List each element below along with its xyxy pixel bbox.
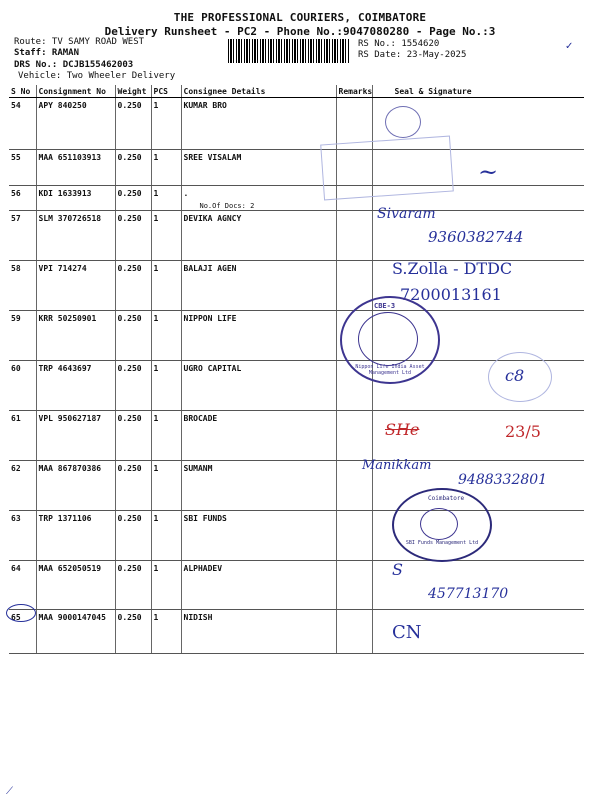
cell-consignment: MAA 9000147045 [36, 610, 115, 654]
cell-pcs: 1 [151, 98, 181, 150]
signature-scribble [385, 106, 421, 138]
cell-remarks [336, 211, 372, 261]
handwritten-name: Sivaram [377, 206, 436, 222]
col-header: Weight [115, 85, 151, 98]
cell-weight: 0.250 [115, 610, 151, 654]
col-header: Consignee Details [181, 85, 336, 98]
cell-sno: 57 [9, 211, 36, 261]
col-header: Consignment No [36, 85, 115, 98]
table-row [9, 311, 584, 361]
cell-consignee: KUMAR BRO [181, 98, 336, 150]
cell-pcs: 1 [151, 411, 181, 461]
signature-scrawl: S [392, 560, 403, 579]
company-seal [340, 296, 440, 384]
cell-sno: 54 [9, 98, 36, 150]
cell-sno: 58 [9, 261, 36, 311]
cell-pcs: 1 [151, 461, 181, 511]
table-row [9, 511, 584, 561]
handwritten-date: 23/5 [505, 422, 541, 441]
vehicle-label: Vehicle: Two Wheeler Delivery [18, 71, 176, 81]
pen-stroke: ⟋ [6, 786, 13, 797]
seal-text: SBI Funds Management Ltd [405, 540, 479, 546]
cell-consignee: NIDISH [181, 610, 336, 654]
rs-date: RS Date: 23-May-2025 [358, 50, 467, 60]
signature-scrawl: c8 [505, 366, 525, 385]
cell-sno: 62 [9, 461, 36, 511]
cell-pcs: 1 [151, 610, 181, 654]
seal-text: Nippon Life India Asset Management Ltd [355, 364, 425, 376]
cell-pcs: 1 [151, 561, 181, 610]
cell-weight: 0.250 [115, 411, 151, 461]
cell-remarks [336, 610, 372, 654]
handwritten-line: S.Zolla - DTDC [392, 259, 513, 278]
cell-pcs: 1 [151, 261, 181, 311]
cell-sno: 65 [9, 610, 36, 654]
company-name: THE PROFESSIONAL COURIERS, COIMBATORE [173, 11, 427, 24]
cell-sno: 56 [9, 186, 36, 211]
cell-weight: 0.250 [115, 511, 151, 561]
cell-weight: 0.250 [115, 561, 151, 610]
cell-weight: 0.250 [115, 186, 151, 211]
cell-remarks [336, 561, 372, 610]
cell-consignee: SREE VISALAM [181, 150, 336, 186]
cell-sno: 59 [9, 311, 36, 361]
route-label: Route: TV SAMY ROAD WEST [14, 37, 145, 47]
faint-stamp [320, 136, 454, 201]
cell-consignment: MAA 652050519 [36, 561, 115, 610]
seal-inner-ring [358, 312, 418, 366]
company-seal [392, 488, 492, 562]
handwritten-number: 7200013161 [400, 285, 502, 304]
struck-signature: SHe [385, 420, 420, 439]
cell-weight: 0.250 [115, 361, 151, 411]
cell-consignee: DEVIKA AGNCY [181, 211, 336, 261]
seal-code: CBE-3 [374, 302, 396, 310]
handwritten-signature: CN [392, 622, 422, 643]
cell-sno: 63 [9, 511, 36, 561]
cell-weight: 0.250 [115, 211, 151, 261]
cell-consignee: SUMANM [181, 461, 336, 511]
cell-weight: 0.250 [115, 261, 151, 311]
handwritten-phone: 9360382744 [428, 228, 524, 246]
handwritten-name: Manikkam [362, 458, 432, 473]
runsheet-title: Delivery Runsheet - PC2 - Phone No.:9047080280 - Page No.:3 [104, 25, 496, 38]
cell-weight: 0.250 [115, 461, 151, 511]
cell-weight: 0.250 [115, 98, 151, 150]
cell-sno: 61 [9, 411, 36, 461]
cell-consignment: APY 840250 [36, 98, 115, 150]
cell-consignment: TRP 1371106 [36, 511, 115, 561]
pen-tick-mark: ✓ [565, 41, 574, 52]
cell-consignment: TRP 4643697 [36, 361, 115, 411]
cell-consignment: KRR 50250901 [36, 311, 115, 361]
cell-consignee: UGRO CAPITAL [181, 361, 336, 411]
table-row [9, 98, 584, 150]
cell-sno: 55 [9, 150, 36, 186]
rs-number: RS No.: 1554620 [358, 39, 440, 49]
cell-remarks [336, 511, 372, 561]
cell-consignee: NIPPON LIFE [181, 311, 336, 361]
signature-scrawl: ~ [478, 158, 499, 186]
cell-consignee: ALPHADEV [181, 561, 336, 610]
table-row [9, 610, 584, 654]
table-row [9, 411, 584, 461]
cell-consignment: MAA 651103913 [36, 150, 115, 186]
cell-pcs: 1 [151, 511, 181, 561]
cell-weight: 0.250 [115, 150, 151, 186]
handwritten-phone: 9488332801 [458, 472, 548, 488]
cell-consignee: BALAJI AGEN [181, 261, 336, 311]
cell-weight: 0.250 [115, 311, 151, 361]
cell-consignment: KDI 1633913 [36, 186, 115, 211]
cell-remarks [336, 411, 372, 461]
consignee-name: . [183, 189, 189, 198]
seal-inner-ring [420, 508, 458, 540]
cell-pcs: 1 [151, 150, 181, 186]
cell-pcs: 1 [151, 361, 181, 411]
cell-sno: 60 [9, 361, 36, 411]
col-header: S No [9, 85, 36, 98]
circle-mark [6, 604, 36, 622]
cell-sno: 64 [9, 561, 36, 610]
cell-consignment: MAA 867870386 [36, 461, 115, 511]
cell-consignee: SBI FUNDS [181, 511, 336, 561]
cell-pcs: 1 [151, 186, 181, 211]
col-header: Seal & Signature [372, 85, 584, 98]
cell-pcs: 1 [151, 211, 181, 261]
handwritten-number: 457713170 [428, 586, 509, 602]
seal-city: Coimbatore [428, 495, 465, 502]
docs-count: No.Of Docs: 2 [199, 202, 255, 210]
drs-number: DRS No.: DCJB155462003 [14, 60, 134, 70]
cell-consignment: SLM 370726518 [36, 211, 115, 261]
cell-signature [372, 561, 584, 610]
table-header-row [9, 85, 584, 98]
cell-consignee: BROCADE [181, 411, 336, 461]
table-row [9, 561, 584, 610]
cell-consignee [181, 186, 336, 211]
cell-consignment: VPI 714274 [36, 261, 115, 311]
cell-consignment: VPL 950627187 [36, 411, 115, 461]
barcode [228, 39, 350, 63]
staff-label: Staff: RAMAN [14, 48, 80, 58]
col-header: Remarks [336, 85, 372, 98]
col-header: PCS [151, 85, 181, 98]
table-row [9, 186, 584, 211]
cell-pcs: 1 [151, 311, 181, 361]
